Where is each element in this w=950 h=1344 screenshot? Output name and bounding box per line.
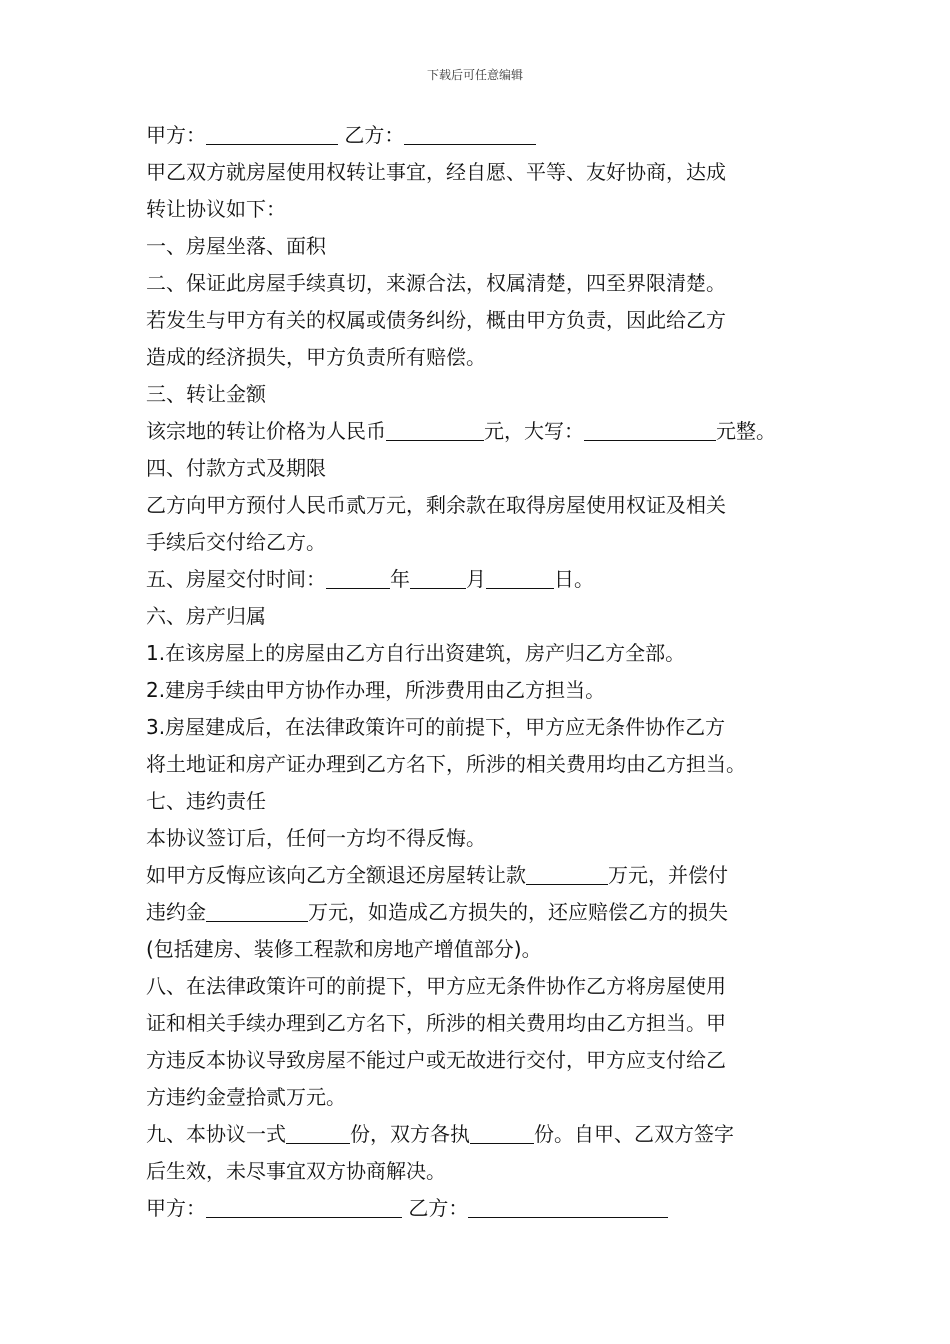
agreement-body (146, 117, 826, 1227)
penalty-suffix: 万元，如造成乙方损失的，还应赔偿乙方的损失 (308, 900, 728, 924)
day-label: 日。 (554, 567, 594, 591)
parties-line-bottom (146, 1190, 826, 1227)
section-1-heading: 一、房屋坐落、面积 (146, 234, 326, 258)
party-b-sign-blank (468, 1197, 668, 1218)
section-2-line-1: 二、保证此房屋手续真切，来源合法，权属清楚，四至界限清楚。 (146, 271, 726, 295)
section-6-item-2: 2.建房手续由甲方协作办理，所涉费用由乙方担当。 (146, 678, 606, 702)
section-2-line-2: 若发生与甲方有关的权属或债务纠纷，概由甲方负责，因此给乙方 (146, 308, 726, 332)
parties-line-top (146, 117, 826, 154)
delivery-date-label: 五、房屋交付时间： (146, 567, 326, 591)
intro-line-2: 转让协议如下： (146, 197, 286, 221)
refund-line (146, 857, 826, 894)
section-7-line-1: 本协议签订后，任何一方均不得反悔。 (146, 826, 486, 850)
party-a-sign-blank (206, 1197, 402, 1218)
section-8-line-3: 方违反本协议导致房屋不能过户或无故进行交付，甲方应支付给乙 (146, 1048, 726, 1072)
section-4-heading: 四、付款方式及期限 (146, 456, 326, 480)
price-capital-label: 元，大写： (484, 419, 584, 443)
refund-suffix: 万元，并偿付 (608, 863, 728, 887)
section-6-item-3a: 3.房屋建成后，在法律政策许可的前提下，甲方应无条件协作乙方 (146, 715, 726, 739)
price-capital-blank (584, 420, 716, 441)
section-3-heading: 三、转让金额 (146, 382, 266, 406)
section-6-heading: 六、房产归属 (146, 604, 266, 628)
copies-each-blank (470, 1123, 534, 1144)
copies-suffix: 份。自甲、乙双方签字 (534, 1122, 734, 1146)
party-a-blank (206, 124, 338, 145)
party-b-sign-label: 乙方： (408, 1196, 469, 1220)
penalty-label: 违约金 (146, 900, 206, 924)
section-4-line-2: 手续后交付给乙方。 (146, 530, 326, 554)
section-6-item-1: 1.在该房屋上的房屋由乙方自行出资建筑，房产归乙方全部。 (146, 641, 686, 665)
copies-each-label: 份，双方各执 (350, 1122, 470, 1146)
refund-amount-blank (526, 864, 608, 885)
section-9-line-2: 后生效，未尽事宜双方协商解决。 (146, 1159, 446, 1183)
section-6-item-3b: 将土地证和房产证办理到乙方名下，所涉的相关费用均由乙方担当。 (146, 752, 746, 776)
month-label: 月 (466, 567, 486, 591)
section-4-line-1: 乙方向甲方预付人民币贰万元，剩余款在取得房屋使用权证及相关 (146, 493, 726, 517)
price-label: 该宗地的转让价格为人民币 (146, 419, 386, 443)
intro-line-1: 甲乙双方就房屋使用权转让事宜，经自愿、平等、友好协商，达成 (146, 160, 726, 184)
section-8-line-1: 八、在法律政策许可的前提下，甲方应无条件协作乙方将房屋使用 (146, 974, 726, 998)
price-line (146, 413, 826, 450)
section-8-line-4: 方违约金壹拾贰万元。 (146, 1085, 346, 1109)
party-a-label: 甲方： (146, 123, 206, 147)
party-b-label: 乙方： (344, 123, 405, 147)
refund-label: 如甲方反悔应该向乙方全额退还房屋转让款 (146, 863, 526, 887)
year-label: 年 (390, 567, 410, 591)
price-suffix: 元整。 (716, 419, 776, 443)
penalty-amount-blank (206, 901, 308, 922)
copies-line (146, 1116, 826, 1153)
year-blank (326, 568, 390, 589)
party-a-sign-label: 甲方： (146, 1196, 206, 1220)
penalty-line (146, 894, 826, 931)
delivery-date-line (146, 561, 826, 598)
day-blank (486, 568, 554, 589)
copies-label: 九、本协议一式 (146, 1122, 286, 1146)
price-amount-blank (386, 420, 484, 441)
section-8-line-2: 证和相关手续办理到乙方名下，所涉的相关费用均由乙方担当。甲 (146, 1011, 726, 1035)
section-7-line-4: (包括建房、装修工程款和房地产增值部分)。 (146, 937, 542, 961)
section-2-line-3: 造成的经济损失，甲方负责所有赔偿。 (146, 345, 486, 369)
party-b-blank (404, 124, 536, 145)
copies-total-blank (286, 1123, 350, 1144)
header-note: 下载后可任意编辑 (426, 68, 523, 82)
month-blank (410, 568, 466, 589)
section-7-heading: 七、违约责任 (146, 789, 266, 813)
